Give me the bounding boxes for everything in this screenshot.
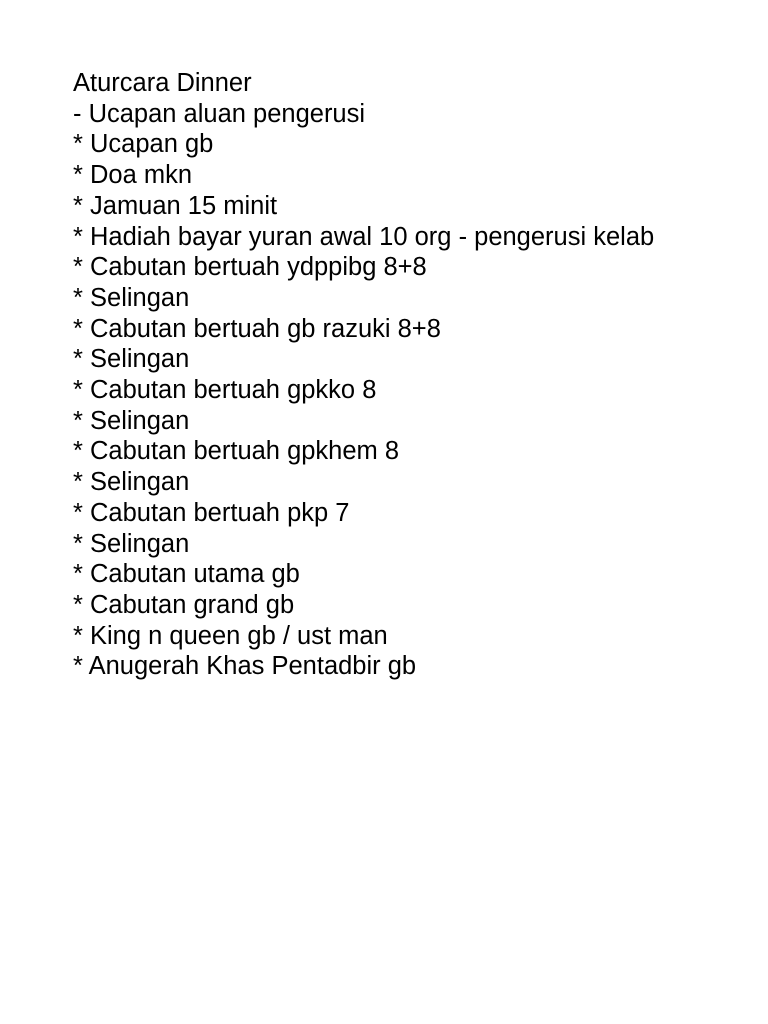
agenda-item-interlude: * Selingan xyxy=(73,529,190,558)
agenda-item-interlude: * Selingan xyxy=(73,406,190,435)
agenda-item-opening-speech: - Ucapan aluan pengerusi xyxy=(73,99,366,128)
agenda-item-lucky-draw-pkp: * Cabutan bertuah pkp 7 xyxy=(73,498,350,527)
agenda-item-lucky-draw-gpkhem: * Cabutan bertuah gpkhem 8 xyxy=(73,437,400,466)
agenda-item-interlude: * Selingan xyxy=(73,283,190,312)
agenda-item-special-award: * Anugerah Khas Pentadbir gb xyxy=(73,652,417,681)
agenda-item-meal-prayer: * Doa mkn xyxy=(73,161,193,190)
agenda-title: Aturcara Dinner xyxy=(73,69,252,97)
agenda-item-grand-draw: * Cabutan grand gb xyxy=(73,590,295,619)
agenda-item-interlude: * Selingan xyxy=(73,345,190,374)
agenda-item-dinner: * Jamuan 15 minit xyxy=(73,191,278,220)
agenda-item-king-queen: * King n queen gb / ust man xyxy=(73,621,388,650)
agenda-item-lucky-draw-gpkko: * Cabutan bertuah gpkko 8 xyxy=(73,376,377,405)
agenda-item-main-draw: * Cabutan utama gb xyxy=(73,560,300,589)
agenda-text xyxy=(73,68,693,682)
agenda-item-lucky-draw-gb-razuki: * Cabutan bertuah gb razuki 8+8 xyxy=(73,314,441,343)
agenda-item-early-fee-prize: * Hadiah bayar yuran awal 10 org - pengerusi kelab xyxy=(73,222,655,251)
agenda-item-interlude: * Selingan xyxy=(73,468,190,497)
agenda-item-lucky-draw-ydppibg: * Cabutan bertuah ydppibg 8+8 xyxy=(73,253,427,282)
agenda-item-gb-speech: * Ucapan gb xyxy=(73,130,214,159)
